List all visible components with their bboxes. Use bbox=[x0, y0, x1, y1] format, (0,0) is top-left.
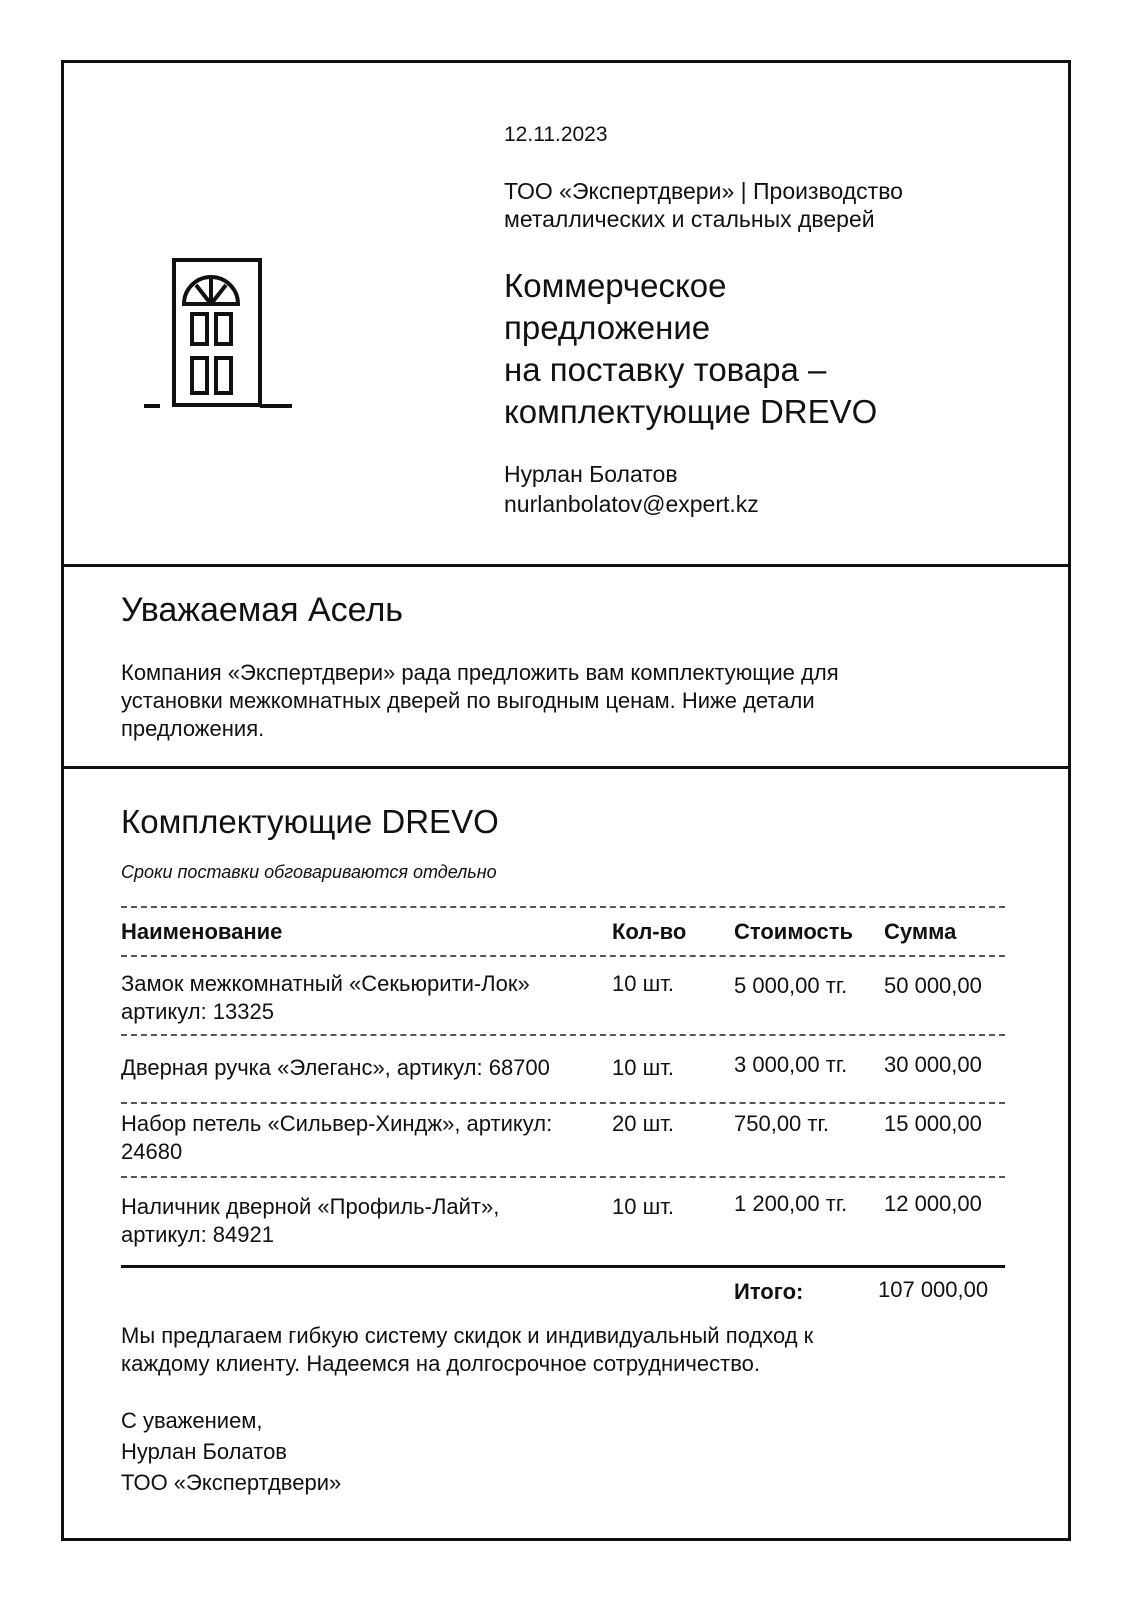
section-divider bbox=[64, 564, 1068, 567]
title-line: Коммерческое bbox=[504, 267, 727, 304]
item-name-line: артикул: 84921 bbox=[121, 1222, 274, 1247]
item-name bbox=[121, 1193, 601, 1249]
item-sum: 12 000,00 bbox=[884, 1191, 982, 1216]
table-row bbox=[121, 1178, 1005, 1265]
company-info bbox=[504, 177, 1004, 233]
table-header-row bbox=[121, 908, 1005, 955]
author-name: Нурлан Болатов bbox=[504, 461, 678, 487]
document-date: 12.11.2023 bbox=[504, 123, 608, 146]
items-table bbox=[121, 906, 1005, 1268]
total-value: 107 000,00 bbox=[878, 1277, 989, 1302]
column-header-sum: Сумма bbox=[884, 919, 957, 944]
company-line: металлических и стальных дверей bbox=[504, 206, 875, 232]
item-name-line: Набор петель «Сильвер-Хиндж», артикул: bbox=[121, 1111, 553, 1136]
section-divider bbox=[64, 766, 1068, 769]
item-qty: 10 шт. bbox=[612, 1055, 674, 1080]
item-qty: 10 шт. bbox=[612, 971, 674, 996]
item-name-line: 24680 bbox=[121, 1139, 183, 1164]
intro-line: предложения. bbox=[121, 716, 265, 741]
intro-paragraph bbox=[121, 659, 941, 743]
offer-title: Комплектующие DREVO bbox=[121, 803, 499, 840]
table-total-separator bbox=[121, 1265, 1005, 1268]
door-icon bbox=[144, 258, 294, 413]
item-sum: 50 000,00 bbox=[884, 973, 982, 998]
signoff-line: Нурлан Болатов bbox=[121, 1439, 287, 1464]
closing-line: каждому клиенту. Надеемся на долгосрочное сотрудничество. bbox=[121, 1351, 760, 1376]
column-header-price: Стоимость bbox=[734, 919, 854, 944]
title-line: комплектующие DREVO bbox=[504, 393, 878, 430]
item-name bbox=[121, 1110, 601, 1166]
item-sum: 15 000,00 bbox=[884, 1111, 982, 1136]
column-header-qty: Кол-во bbox=[612, 919, 687, 944]
greeting: Уважаемая Асель bbox=[121, 591, 403, 629]
delivery-note: Сроки поставки обговариваются отдельно bbox=[121, 862, 497, 882]
intro-line: Компания «Экспертдвери» рада предложить вам комплектующие для bbox=[121, 660, 839, 685]
column-header-name: Наименование bbox=[121, 919, 283, 944]
closing-line: Мы предлагаем гибкую систему скидок и индивидуальный подход к bbox=[121, 1323, 814, 1348]
total-label: Итого: bbox=[734, 1279, 804, 1304]
item-qty: 20 шт. bbox=[612, 1111, 674, 1136]
table-row bbox=[121, 1036, 1005, 1102]
item-price: 5 000,00 тг. bbox=[734, 973, 848, 998]
item-name bbox=[121, 1054, 601, 1082]
item-name-line: Наличник дверной «Профиль-Лайт», bbox=[121, 1194, 500, 1219]
item-qty: 10 шт. bbox=[612, 1194, 674, 1219]
item-price: 750,00 тг. bbox=[734, 1111, 829, 1136]
item-name-line: Замок межкомнатный «Секьюрити-Лок» bbox=[121, 971, 530, 996]
table-row bbox=[121, 957, 1005, 1034]
table-row bbox=[121, 1104, 1005, 1176]
item-name bbox=[121, 970, 601, 1026]
signoff-line: ТОО «Экспертдвери» bbox=[121, 1470, 342, 1495]
signoff-line: С уважением, bbox=[121, 1408, 263, 1433]
item-sum: 30 000,00 bbox=[884, 1052, 982, 1077]
closing-paragraph bbox=[121, 1322, 981, 1378]
intro-line: установки межкомнатных дверей по выгодным ценам. Ниже детали bbox=[121, 688, 815, 713]
item-name-line: артикул: 13325 bbox=[121, 999, 274, 1024]
title-line: предложение bbox=[504, 309, 711, 346]
item-price: 3 000,00 тг. bbox=[734, 1052, 848, 1077]
signoff bbox=[121, 1405, 341, 1498]
company-line: ТОО «Экспертдвери» | Производство bbox=[504, 178, 903, 204]
title-line: на поставку товара – bbox=[504, 351, 827, 388]
document-title bbox=[504, 265, 1004, 433]
document-frame bbox=[61, 60, 1071, 1541]
item-name-line: Дверная ручка «Элеганс», артикул: 68700 bbox=[121, 1055, 550, 1080]
item-price: 1 200,00 тг. bbox=[734, 1191, 848, 1216]
author-email[interactable]: nurlanbolatov@expert.kz bbox=[504, 491, 759, 517]
